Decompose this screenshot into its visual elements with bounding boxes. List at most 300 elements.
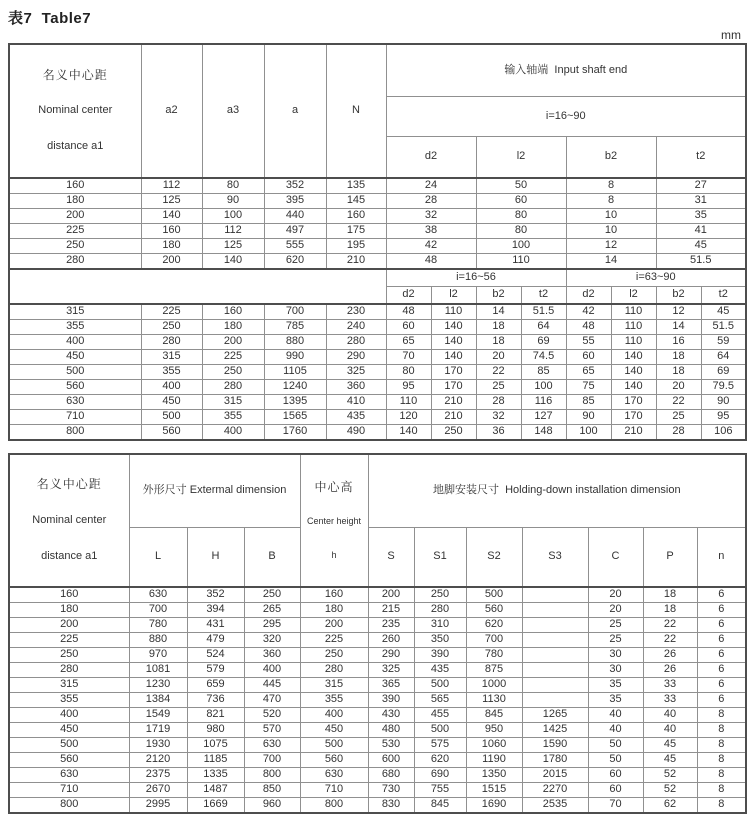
col-header-l2: l2: [431, 286, 476, 304]
cell: 880: [264, 334, 326, 349]
col-header-H: H: [187, 527, 244, 587]
cell: 51.5: [521, 304, 566, 320]
col-header-S1: S1: [414, 527, 466, 587]
cell: [522, 633, 588, 648]
cell: 30: [588, 648, 643, 663]
cell: 8: [697, 723, 746, 738]
cell: 200: [9, 618, 129, 633]
cell: 12: [656, 304, 701, 320]
cell: 1760: [264, 424, 326, 440]
cell: 100: [202, 208, 264, 223]
cell: 32: [476, 409, 521, 424]
cell: 250: [300, 648, 368, 663]
cell: 990: [264, 349, 326, 364]
cell: 225: [202, 349, 264, 364]
cell: 80: [476, 223, 566, 238]
cell: 36: [476, 424, 521, 440]
cell: 140: [431, 349, 476, 364]
cell: 52: [643, 768, 697, 783]
cell: 120: [386, 409, 431, 424]
cell: 28: [476, 394, 521, 409]
cell: 575: [414, 738, 466, 753]
cell: 2270: [522, 783, 588, 798]
cell: 170: [611, 409, 656, 424]
cell: 6: [697, 663, 746, 678]
table-row: [9, 738, 746, 753]
col-header-C: C: [588, 527, 643, 587]
i-range-all-header: i=16~90: [386, 97, 746, 137]
cell: 14: [656, 319, 701, 334]
cell: 26: [643, 648, 697, 663]
cell: 680: [368, 768, 414, 783]
cell: 175: [326, 223, 386, 238]
cell: 355: [9, 693, 129, 708]
table-row: [9, 349, 746, 364]
col-header-S: S: [368, 527, 414, 587]
cell: 800: [9, 798, 129, 814]
cell: 265: [244, 603, 300, 618]
cell: 45: [643, 738, 697, 753]
cell: 41: [656, 223, 746, 238]
cell: 250: [244, 587, 300, 603]
cell: 800: [244, 768, 300, 783]
cell: 170: [431, 364, 476, 379]
cell: 630: [300, 768, 368, 783]
table-row: [9, 663, 746, 678]
cell: 60: [566, 349, 611, 364]
col-header-nominal-center: [9, 44, 141, 178]
cell: 355: [202, 409, 264, 424]
cell: 225: [9, 633, 129, 648]
cell: 280: [326, 334, 386, 349]
cell: 1487: [187, 783, 244, 798]
table-row: [9, 587, 746, 603]
cell: 1930: [129, 738, 187, 753]
cell: 18: [656, 364, 701, 379]
table-row: [9, 223, 746, 238]
cell: 80: [202, 178, 264, 194]
table7-installation-table: [8, 453, 747, 814]
cell: 240: [326, 319, 386, 334]
cell: 160: [9, 178, 141, 194]
unit-label: mm: [721, 28, 741, 42]
cell: 845: [466, 708, 522, 723]
cell: 18: [643, 587, 697, 603]
cell: 710: [300, 783, 368, 798]
cell: 74.5: [521, 349, 566, 364]
cell: 390: [368, 693, 414, 708]
cell: 1265: [522, 708, 588, 723]
table1-header: [9, 44, 746, 178]
cell: 755: [414, 783, 466, 798]
cell: 65: [566, 364, 611, 379]
cell: 62: [643, 798, 697, 814]
cell: [522, 663, 588, 678]
cell: 570: [244, 723, 300, 738]
cell: 180: [141, 238, 202, 253]
cell: 560: [466, 603, 522, 618]
center-height-zh: 中心高: [314, 479, 354, 494]
cell: 225: [9, 223, 141, 238]
cell: 225: [300, 633, 368, 648]
cell: 8: [697, 708, 746, 723]
table-row: [9, 319, 746, 334]
cell: 950: [466, 723, 522, 738]
cell: 1190: [466, 753, 522, 768]
cell: 1549: [129, 708, 187, 723]
cell: 360: [326, 379, 386, 394]
cell: 880: [129, 633, 187, 648]
cell: 290: [326, 349, 386, 364]
cell: 479: [187, 633, 244, 648]
cell: 28: [386, 193, 476, 208]
cell: 1515: [466, 783, 522, 798]
cell: 1075: [187, 738, 244, 753]
cell: 250: [9, 648, 129, 663]
cell: 116: [521, 394, 566, 409]
cell: 440: [264, 208, 326, 223]
cell: 2015: [522, 768, 588, 783]
cell: 45: [643, 753, 697, 768]
cell: 710: [9, 409, 141, 424]
cell: 700: [244, 753, 300, 768]
cell: 110: [611, 319, 656, 334]
cell: 555: [264, 238, 326, 253]
cell: 2670: [129, 783, 187, 798]
cell: 295: [244, 618, 300, 633]
cell: 780: [466, 648, 522, 663]
cell: 95: [701, 409, 746, 424]
cell: 48: [386, 253, 476, 269]
cell: 1081: [129, 663, 187, 678]
cell: 520: [244, 708, 300, 723]
page-title: 表7 Table7: [8, 10, 92, 27]
cell: 180: [9, 193, 141, 208]
cell: 630: [129, 587, 187, 603]
table-row: [9, 424, 746, 440]
cell: 280: [9, 253, 141, 269]
external-dimension-header: 外形尺寸 Extermal dimension: [129, 454, 300, 527]
cell: 140: [611, 364, 656, 379]
cell: 280: [202, 379, 264, 394]
cell: 450: [9, 723, 129, 738]
table2-rows: [9, 587, 746, 813]
cell: 125: [141, 193, 202, 208]
cell: 22: [476, 364, 521, 379]
cell: 6: [697, 603, 746, 618]
cell: 200: [202, 334, 264, 349]
cell: 450: [9, 349, 141, 364]
table-row: [9, 178, 746, 194]
col-header-N: N: [326, 44, 386, 178]
cell: 700: [264, 304, 326, 320]
cell: 210: [611, 424, 656, 440]
cell: 1335: [187, 768, 244, 783]
cell: 736: [187, 693, 244, 708]
cell: 630: [9, 394, 141, 409]
table1-top-rows: [9, 178, 746, 269]
cell: 70: [588, 798, 643, 814]
cell: 90: [202, 193, 264, 208]
cell: 352: [187, 587, 244, 603]
cell: 18: [643, 603, 697, 618]
cell: 395: [264, 193, 326, 208]
cell: 127: [521, 409, 566, 424]
cell: 64: [521, 319, 566, 334]
cell: 6: [697, 648, 746, 663]
cell: 980: [187, 723, 244, 738]
nominal-center-en-1: Nominal center: [32, 514, 107, 527]
table1-mid-header: [9, 269, 746, 304]
cell: 350: [414, 633, 466, 648]
cell: 390: [414, 648, 466, 663]
cell: 8: [697, 798, 746, 814]
cell: 8: [697, 738, 746, 753]
col-header-d2: d2: [566, 286, 611, 304]
cell: 500: [9, 364, 141, 379]
cell: 35: [656, 208, 746, 223]
cell: 40: [643, 708, 697, 723]
cell: 38: [386, 223, 476, 238]
cell: 85: [521, 364, 566, 379]
cell: 315: [202, 394, 264, 409]
table-row: [9, 798, 746, 814]
cell: 18: [476, 319, 521, 334]
cell: 112: [202, 223, 264, 238]
cell: 560: [9, 379, 141, 394]
cell: 200: [300, 618, 368, 633]
cell: 79.5: [701, 379, 746, 394]
cell: 180: [9, 603, 129, 618]
cell: 290: [368, 648, 414, 663]
cell: 200: [9, 208, 141, 223]
cell: 355: [141, 364, 202, 379]
cell: 106: [701, 424, 746, 440]
cell: 8: [697, 753, 746, 768]
cell: 280: [9, 663, 129, 678]
col-header-b2: b2: [656, 286, 701, 304]
col-header-b2: b2: [476, 286, 521, 304]
cell: 1425: [522, 723, 588, 738]
cell: 620: [466, 618, 522, 633]
cell: 280: [414, 603, 466, 618]
cell: 400: [141, 379, 202, 394]
cell: 620: [264, 253, 326, 269]
cell: 845: [414, 798, 466, 814]
cell: 140: [202, 253, 264, 269]
cell: 315: [9, 678, 129, 693]
cell: 1105: [264, 364, 326, 379]
cell: 125: [202, 238, 264, 253]
nominal-center-zh: 名义中心距: [36, 477, 102, 492]
cell: 20: [656, 379, 701, 394]
cell: 280: [141, 334, 202, 349]
cell: 1395: [264, 394, 326, 409]
cell: 260: [368, 633, 414, 648]
table-row: [9, 364, 746, 379]
cell: 1060: [466, 738, 522, 753]
col-header-B: B: [244, 527, 300, 587]
cell: 497: [264, 223, 326, 238]
table-row: [9, 394, 746, 409]
i-range-low-header: i=16~56: [386, 269, 566, 287]
cell: 8: [697, 768, 746, 783]
cell: 1719: [129, 723, 187, 738]
cell: 400: [300, 708, 368, 723]
cell: 230: [326, 304, 386, 320]
cell: 30: [588, 663, 643, 678]
cell: 1350: [466, 768, 522, 783]
col-header-n: n: [697, 527, 746, 587]
cell: 352: [264, 178, 326, 194]
cell: 50: [588, 738, 643, 753]
cell: 90: [701, 394, 746, 409]
col-header-L: L: [129, 527, 187, 587]
table-row: [9, 768, 746, 783]
cell: 360: [244, 648, 300, 663]
cell: 730: [368, 783, 414, 798]
cell: 160: [300, 587, 368, 603]
table-row: [9, 678, 746, 693]
cell: 470: [244, 693, 300, 708]
table-row: [9, 753, 746, 768]
cell: 140: [386, 424, 431, 440]
cell: 33: [643, 693, 697, 708]
cell: 140: [611, 349, 656, 364]
cell: 6: [697, 678, 746, 693]
col-header-t2: t2: [656, 137, 746, 178]
cell: 69: [701, 364, 746, 379]
cell: 42: [566, 304, 611, 320]
input-shaft-end-header: 输入轴端 Input shaft end: [386, 44, 746, 97]
cell: 700: [466, 633, 522, 648]
cell: 6: [697, 587, 746, 603]
cell: 64: [701, 349, 746, 364]
cell: 830: [368, 798, 414, 814]
cell: 325: [368, 663, 414, 678]
cell: 315: [141, 349, 202, 364]
cell: 22: [643, 618, 697, 633]
cell: 18: [476, 334, 521, 349]
cell: 785: [264, 319, 326, 334]
cell: 821: [187, 708, 244, 723]
cell: 1690: [466, 798, 522, 814]
table-row: [9, 379, 746, 394]
cell: 394: [187, 603, 244, 618]
cell: 140: [141, 208, 202, 223]
cell: 875: [466, 663, 522, 678]
table2-header: [9, 454, 746, 588]
cell: 140: [431, 334, 476, 349]
cell: 310: [414, 618, 466, 633]
col-header-l2: l2: [476, 137, 566, 178]
cell: 40: [588, 723, 643, 738]
cell: 1669: [187, 798, 244, 814]
cell: 40: [643, 723, 697, 738]
cell: 430: [368, 708, 414, 723]
cell: 160: [202, 304, 264, 320]
cell: 435: [326, 409, 386, 424]
center-height-en: Center height: [306, 516, 362, 527]
cell: 630: [9, 768, 129, 783]
cell: 8: [566, 178, 656, 194]
cell: 20: [588, 603, 643, 618]
cell: 65: [386, 334, 431, 349]
cell: 210: [326, 253, 386, 269]
cell: 355: [300, 693, 368, 708]
cell: 170: [431, 379, 476, 394]
cell: 110: [431, 304, 476, 320]
cell: 20: [588, 587, 643, 603]
cell: 60: [476, 193, 566, 208]
cell: 200: [141, 253, 202, 269]
cell: 69: [521, 334, 566, 349]
cell: 180: [202, 319, 264, 334]
cell: 60: [588, 768, 643, 783]
cell: 210: [431, 409, 476, 424]
cell: 2120: [129, 753, 187, 768]
cell: 560: [141, 424, 202, 440]
cell: 455: [414, 708, 466, 723]
cell: 16: [656, 334, 701, 349]
cell: 60: [588, 783, 643, 798]
cell: 26: [643, 663, 697, 678]
nominal-center-en-2: distance a1: [41, 549, 98, 562]
cell: 100: [476, 238, 566, 253]
col-header-d2: d2: [386, 137, 476, 178]
blank-cell: [9, 269, 386, 304]
cell: 435: [414, 663, 466, 678]
table1-bottom-rows: [9, 304, 746, 440]
table-row: [9, 193, 746, 208]
cell: 48: [566, 319, 611, 334]
cell: 45: [701, 304, 746, 320]
cell: 450: [141, 394, 202, 409]
cell: 32: [386, 208, 476, 223]
cell: 110: [611, 334, 656, 349]
cell: 280: [300, 663, 368, 678]
table-row: [9, 253, 746, 269]
cell: 110: [386, 394, 431, 409]
table-row: [9, 693, 746, 708]
cell: 1000: [466, 678, 522, 693]
cell: 180: [300, 603, 368, 618]
cell: 500: [414, 678, 466, 693]
cell: 250: [141, 319, 202, 334]
cell: 148: [521, 424, 566, 440]
cell: [522, 693, 588, 708]
cell: 431: [187, 618, 244, 633]
cell: 22: [643, 633, 697, 648]
cell: 160: [9, 587, 129, 603]
cell: 400: [9, 334, 141, 349]
cell: 315: [9, 304, 141, 320]
nominal-center-zh: 名义中心距: [42, 67, 108, 82]
cell: 800: [9, 424, 141, 440]
nominal-center-en-2: distance a1: [47, 140, 104, 153]
cell: 1130: [466, 693, 522, 708]
table-row: [9, 334, 746, 349]
cell: [522, 618, 588, 633]
holding-down-header: 地脚安装尺寸 Holding-down installation dimension: [368, 454, 746, 527]
table-row: [9, 409, 746, 424]
col-header-nominal-center: [9, 454, 129, 588]
cell: 22: [656, 394, 701, 409]
cell: 6: [697, 693, 746, 708]
cell: 560: [9, 753, 129, 768]
cell: 215: [368, 603, 414, 618]
cell: 600: [368, 753, 414, 768]
